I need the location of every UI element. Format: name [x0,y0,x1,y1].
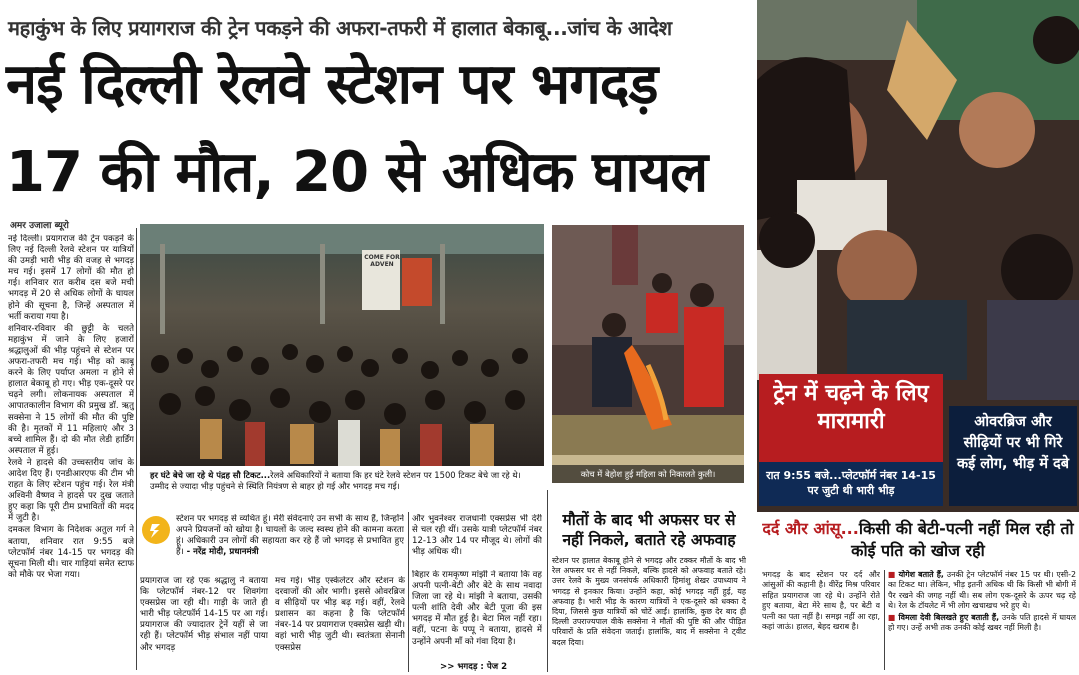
right-dark-box: ओवरब्रिज और सीढ़ियों पर भी गिरे कई लोग, भीड़ में दबे [949,406,1077,506]
crowd-photo-caption [150,470,540,492]
bullet-icon: ■ [888,570,899,579]
tears-item [888,613,1076,634]
right-red-box [759,374,943,462]
tears-title-red: दर्द और आंसू... [762,519,859,538]
station-sign: COME FOR ADVEN [364,254,400,268]
kicker: महाकुंभ के लिए प्रयागराज की ट्रेन पकड़ने की अफरा-तफरी में हालात बेकाबू...जांच के आदेश [8,16,672,40]
rescue-photo-caption: कोच में बेहोश हुई महिला को निकालते कुली। [552,465,744,483]
continued-link[interactable]: >> भगदड़ : पेज 2 [440,662,508,672]
red-box-subtitle: रात 9:55 बजे...प्लेटफॉर्म नंबर 14-15 पर जुटी थी भारी भीड़ [759,462,943,506]
lead-paragraph: शनिवार-रविवार की छुट्टी के चलते महाकुंभ में जाने के लिए हजारों श्रद्धालुओं की भीड़ पहुंचने से स्टेशन पर अफरा-तफरी मच गई। भीड़ को काबू करने के लिए पर्याप्त अमला न होने से हालात बेकाबू हो गए। भीड़ एक-दूसरे पर चढ़ने लगी। लोकनायक अस्पताल में आपातकालीन विभाग की प्रमुख डॉ. ऋतु सक्सेना ने 15 लोगों की मौत की पुष्टि की है। मृतकों में 11 महिलाएं और 3 बच्चे शामिल हैं। दो की मौत लेडी हार्डिंग अस्पताल में हुई। [8,323,134,456]
tears-item-lead: योगेश बताते हैं, [898,570,944,579]
quote-author: - नरेंद्र मोदी, प्रधानमंत्री [186,547,259,558]
middle-column-4: बिहार के रामकृष्ण मांझी ने बताया कि वह अपनी पत्नी-बेटी और बेटे के साथ नवादा जिला जा रहे थे। मांझी ने बताया, उसकी पत्नी शांति देवी और बेटी पूजा की इस भगदड़ में मौत हुई है। बेटा मिल नहीं रहा। वहीं, पटना के पप्पू ने बताया, हादसे में उन्होंने अपनी माँ को गंवा दिया है। [412,570,542,647]
tears-story-title [760,518,1076,562]
lead-paragraph: नई दिल्ली। प्रयागराज की ट्रेन पकड़ने के लिए नई दिल्ली रेलवे स्टेशन पर यात्रियों की उमड़ी भारी भीड़ की वजह से भगदड़ मच गई। इसमें 17 लोगों की मौत हो गई। शनिवार रात करीब दस बजे मची भगदड़ में 20 से अधिक लोगों के घायल होने की सूचना है, जिन्हें अस्पताल में भर्ती कराया गया है। [8,234,134,322]
rescue-photo [552,225,744,483]
lead-paragraph: दमकल विभाग के निदेशक अतुल गर्ग ने बताया, शनिवार रात 9:55 बजे प्लेटफॉर्म नंबर 14-15 पर भगदड़ की सूचना मिली थी। चार गाड़ियां समेत स्टाफ को मौके पर भेजा गया। [8,525,134,580]
headline-line-2: 17 की मौत, 20 से अधिक घायल [6,140,708,205]
quote-text: स्टेशन पर भगदड़ से व्यथित हूं। मेरी संवेदनाएं उन सभी के साथ हैं, जिन्होंने अपने प्रियजनों को खोया है। घायलों के जल्द स्वस्थ होने की कामना करता हूं। अधिकारी उन लोगों की सहायता कर रहे हैं जो भगदड़ से प्रभावित हुए हैं। [176,514,404,558]
headline-line-1: नई दिल्ली रेलवे स्टेशन पर भगदड़ [6,52,658,117]
byline: अमर उजाला ब्यूरो [10,221,69,231]
pm-quote [176,514,404,566]
crowd-photo-graphic [140,224,544,466]
column-rule [136,228,137,670]
column-rule [408,512,409,672]
tears-item-lead: विमला देवी बिलखते हुए बताती हैं, [898,612,1000,622]
officers-story-title: मौतों के बाद भी अफसर घर से नहीं निकले, बताते रहे अफवाह [562,511,736,549]
tears-story-left: भगदड़ के बाद स्टेशन पर दर्द और आंसुओं की कहानी है। वीरेंद्र मिश्र परिवार सहित प्रयागराज जा रहे थे। उन्होंने रोते हुए बताया, बेटा मेरे साथ है, पर बेटी व पत्नी का पता नहीं है। समझ नहीं आ रहा, कहां जाऊं। हालत, बेहद खराब है। [762,570,880,632]
caption-bold: हर घंटे बेचे जा रहे थे पंद्रह सौ टिकट... [150,470,271,480]
lead-paragraph: रेलवे ने हादसे की उच्चस्तरीय जांच के आदेश दिए हैं। एनडीआरएफ की टीम भी राहत के लिए स्टेशन पहुंच गई। रेल मंत्री अश्विनी वैष्णव ने हादसे पर दुख जताते हुए कहा कि पूरी टीम प्रभावितों की मदद में जुटी है। [8,457,134,524]
column-rule [547,490,548,672]
tears-item-text: उनकी ट्रेन प्लेटफॉर्म नंबर 15 पर थी। एसी-2 का टिकट था। लेकिन, भीड़ इतनी अधिक थी कि किसी भी बोगी में पैर रखने की जगह नहीं थी। सब लोग एक-दूसरे के ऊपर चढ़ रहे थे। रेल के टॉयलेट में भी लोग खचाखच भरे हुए थे। [888,570,1076,611]
caption-text: रेलवे अधिकारियों ने बताया कि हर घंटे रेलवे स्टेशन पर 1500 टिकट बेचे जा रहे थे। उम्मीद से ज्यादा भीड़ पहुंचने से स्थिति नियंत्रण से बाहर हो गई और भगदड़ मच गई। [150,470,521,491]
crowd-closeup-photo [757,0,1079,512]
middle-column-1: प्रयागराज जा रहे एक श्रद्धालु ने बताया कि प्लेटफॉर्म नंबर-12 पर शिवगंगा एक्सप्रेस जा रही थी। गाड़ी के जाते ही भारी भीड़ प्लेटफॉर्म 14-15 पर आ गई। प्रयागराज की ज्यादातर ट्रेनें यहीं से जा रही हैं। प्लेटफॉर्म भीड़ संभाल नहीं पाया और भगदड़ [140,576,268,653]
crowd-photo [140,224,544,466]
bullet-icon: ■ [888,612,899,622]
tears-item-text: उनके पति हादसे में घायल हो गए। उन्हें अभी तक उनकी कोई खबर नहीं मिली है। [888,612,1076,633]
quote-icon [142,516,170,544]
middle-column-3: और भुवनेश्वर राजधानी एक्सप्रेस भी देरी से चल रही थीं। उसके यात्री प्लेटफॉर्म नंबर 12-13 और 14 पर मौजूद थे। लोगों की भीड़ अधिक थी। [412,514,542,558]
tears-title-rest: किसी की बेटी-पत्नी नहीं मिल रही तो कोई पति को खोज रही [851,519,1074,560]
lead-column [8,234,134,670]
officers-story-body: स्टेशन पर हालात बेकाबू होने से भगदड़ और टक्कर मौतों के बाद भी रेल अफसर घर से नहीं निकले, बल्कि हादसे को अफवाह बताते रहे। उत्तर रेलवे के मुख्य जनसंपर्क अधिकारी हिमांशु शेखर उपाध्याय ने भगदड़ से इनकार किया। उन्होंने कहा, कोई भगदड़ नहीं हुई, यह अफवाह है। भारी भीड़ के कारण यात्रियों ने एक-दूसरे को धक्का दे दिया, जिससे कुछ यात्रियों को चोटें आईं। हालांकि, कुछ देर बाद ही दिल्ली उपराज्यपाल वीके सक्सेना ने मौतों की पुष्टि की और पीड़ित परिवारों के प्रति संवेदना जताई। हालांकि, बाद में सक्सेना ने ट्वीट बदल दिया। [552,556,746,647]
tears-story-right [888,570,1076,672]
column-rule [884,570,885,670]
middle-column-2: मच गई। भीड़ एस्केलेटर और स्टेशन के दरवाजों की ओर भागी। इससे ओवरब्रिज व सीढ़ियों पर भीड़ बढ़ गई। वहीं, रेलवे प्रशासन का कहना है कि प्लेटफॉर्म नंबर-14 पर प्रयागराज एक्सप्रेस खड़ी थी। वहां भारी भीड़ जुटी थी। स्वतंत्रता सेनानी एक्सप्रेस [275,576,405,653]
tears-item [888,570,1076,612]
red-box-title: ट्रेन में चढ़ने के लिए मारामारी [773,381,929,434]
rescue-photo-graphic [552,225,744,483]
